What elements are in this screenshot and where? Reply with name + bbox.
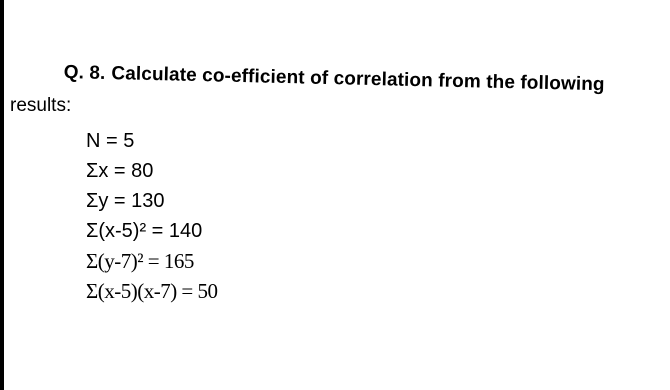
given-sum-sq-y-dev: Σ(y-7)² = 165 xyxy=(86,249,194,273)
question-continuation: results: xyxy=(10,95,72,116)
question-number: Q. 8. xyxy=(63,62,106,84)
given-sum-x: Σx = 80 xyxy=(86,160,154,182)
given-sum-y: Σy = 130 xyxy=(86,190,165,212)
question-heading xyxy=(64,62,605,96)
given-n: N = 5 xyxy=(86,130,135,152)
given-sum-product-dev: Σ(x-5)(x-7) = 50 xyxy=(86,279,218,303)
page-edge-rule xyxy=(0,0,4,390)
question-text: Calculate co-efficient of correlation from the following xyxy=(111,63,605,96)
given-values-list xyxy=(86,126,218,306)
given-sum-sq-x-dev: Σ(x-5)² = 140 xyxy=(86,220,203,242)
